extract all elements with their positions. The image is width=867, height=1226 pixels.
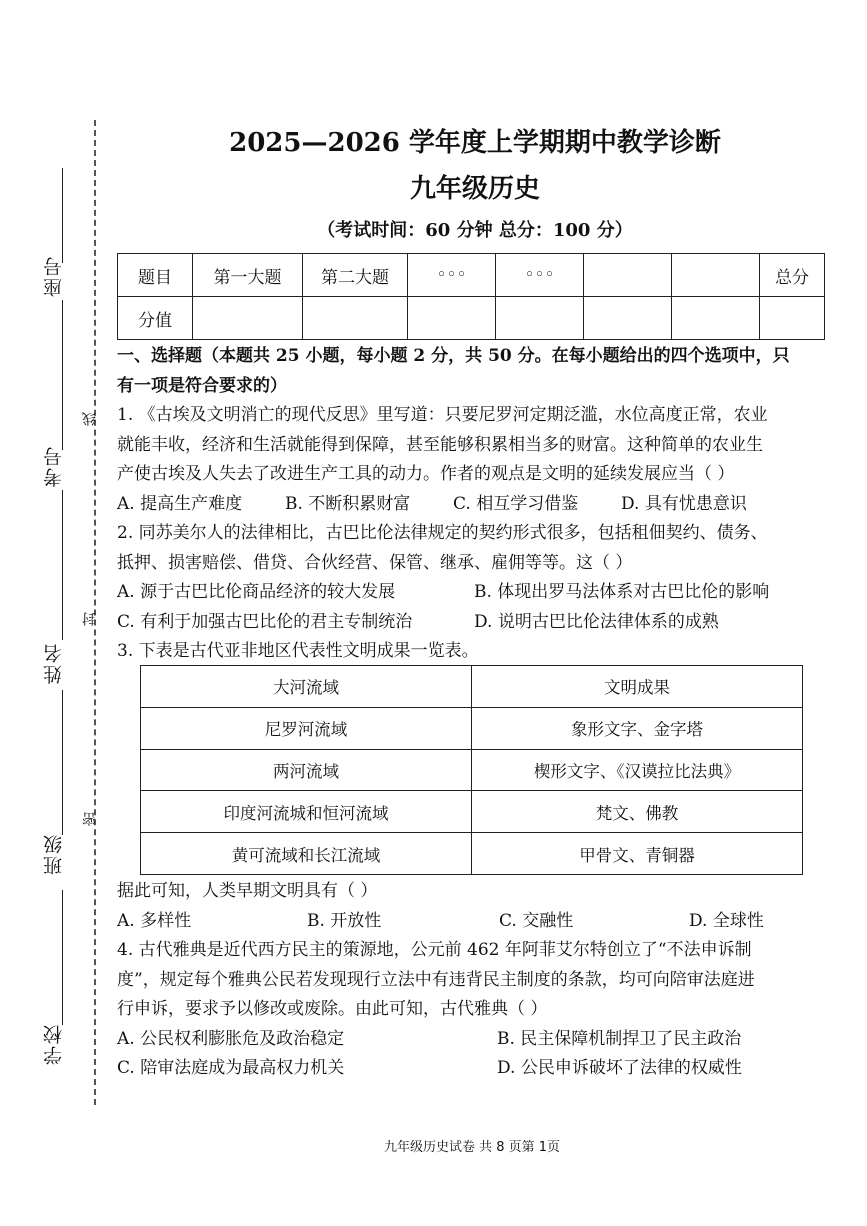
- score-cell: ◦◦◦: [408, 254, 496, 297]
- exam-title: 2025—2026 学年度上学期期中教学诊断: [229, 128, 721, 158]
- civ-table-row: [141, 833, 803, 875]
- seal-xian: 线: [82, 412, 98, 426]
- score-cell[interactable]: [760, 297, 825, 340]
- seal-feng: 封: [82, 612, 98, 626]
- civilization-table: [140, 665, 803, 875]
- score-cell: 第二大题: [303, 254, 408, 297]
- q3-options: [117, 907, 833, 937]
- civ-header-cell: 文明成果: [472, 666, 803, 708]
- q1-options: [117, 490, 833, 520]
- seat-line: [62, 168, 63, 263]
- score-cell[interactable]: [584, 297, 672, 340]
- civ-table-row: [141, 749, 803, 791]
- q2-option-c[interactable]: C. 有利于加强古巴比伦的君主专制统治: [117, 611, 413, 632]
- q1-text: 1. 《古埃及文明消亡的现代反思》里写道：只要尼罗河定期泛滥，水位高度正常，农业: [117, 405, 768, 425]
- score-cell: 分值: [118, 297, 193, 340]
- q1-option-b[interactable]: B. 不断积累财富: [285, 493, 411, 514]
- exam-subject: 九年级历史: [409, 174, 540, 204]
- q4-option-b[interactable]: B. 民主保障机制捍卫了民主政治: [497, 1028, 742, 1049]
- q4-options-row: [117, 1025, 833, 1055]
- score-cell: 题目: [118, 254, 193, 297]
- civ-cell: 象形文字、金字塔: [472, 707, 803, 749]
- school-label: 学校: [43, 1023, 65, 1065]
- q2-options-row: [117, 608, 833, 638]
- exam-info: （考试时间：60 分钟 总分：100 分）: [317, 220, 633, 241]
- seal-mi: 密: [82, 812, 98, 826]
- q4-option-d[interactable]: D. 公民申诉破坏了法律的权威性: [497, 1058, 742, 1078]
- exam-no-label: 考号: [43, 445, 65, 487]
- q4-text: 4. 古代雅典是近代西方民主的策源地，公元前 462 年阿菲艾尔特创立了“不法申诉制: [117, 940, 752, 960]
- civ-table-header: [141, 666, 803, 708]
- q3-option-c[interactable]: C. 交融性: [499, 910, 574, 931]
- q3-stem: 3. 下表是古代亚非地区代表性文明成果一览表。: [117, 641, 479, 661]
- civ-cell: 黄可流域和长江流域: [141, 833, 472, 875]
- score-cell[interactable]: [496, 297, 584, 340]
- score-cell: 第一大题: [193, 254, 303, 297]
- name-line: [62, 490, 63, 640]
- q4-text: 度”，规定每个雅典公民若发现现行立法中有违背民主制度的条款，均可向陪审法庭进: [117, 969, 755, 990]
- exam-no-line: [62, 300, 63, 450]
- score-table: [117, 253, 825, 340]
- seat-label: 座号: [43, 255, 65, 297]
- q4-option-a[interactable]: A. 公民权利膨胀危及政治稳定: [117, 1028, 345, 1049]
- score-cell: 总分: [760, 254, 825, 297]
- civ-cell: 印度河流城和恒河流域: [141, 791, 472, 833]
- score-cell: [672, 254, 760, 297]
- q1-text: 就能丰收，经济和生活就能得到保障，甚至能够积累相当多的财富。这种简单的农业生: [117, 434, 763, 455]
- name-label: 姓名: [43, 642, 65, 684]
- q4-option-c[interactable]: C. 陪审法庭成为最高权力机关: [117, 1058, 345, 1078]
- q2-option-d[interactable]: D. 说明古巴比伦法律体系的成熟: [474, 611, 719, 632]
- q3-question: 据此可知，人类早期文明具有（ ）: [117, 881, 378, 901]
- score-cell[interactable]: [303, 297, 408, 340]
- score-table-row: [118, 254, 825, 297]
- q4-text: 行申诉，要求予以修改或废除。由此可知，古代雅典（ ）: [117, 999, 548, 1019]
- civ-cell: 两河流域: [141, 749, 472, 791]
- civ-table-row: [141, 707, 803, 749]
- page-footer: 九年级历史试卷 共 8 页第 1页: [383, 1140, 561, 1155]
- q3-option-d[interactable]: D. 全球性: [689, 910, 764, 931]
- q1-option-a[interactable]: A. 提高生产难度: [117, 493, 243, 514]
- civ-cell: 尼罗河流域: [141, 707, 472, 749]
- q1-option-d[interactable]: D. 具有忧患意识: [621, 493, 747, 514]
- score-cell: ◦◦◦: [496, 254, 584, 297]
- school-line: [62, 890, 63, 1025]
- class-label: 班级: [43, 833, 65, 875]
- q3-option-a[interactable]: A. 多样性: [117, 910, 192, 931]
- score-cell[interactable]: [193, 297, 303, 340]
- score-table-row: [118, 297, 825, 340]
- civ-cell: 梵文、佛教: [472, 791, 803, 833]
- section-heading: 一、选择题（本题共 25 小题，每小题 2 分，共 50 分。在每小题给出的四个选项中，只: [117, 346, 790, 366]
- score-cell[interactable]: [672, 297, 760, 340]
- q2-option-b[interactable]: B. 体现出罗马法体系对古巴比伦的影响: [474, 582, 770, 602]
- class-line: [62, 690, 63, 835]
- q2-text: 2. 同苏美尔人的法律相比，古巴比伦法律规定的契约形式很多，包括租佃契约、债务、: [117, 523, 768, 543]
- civ-header-cell: 大河流域: [141, 666, 472, 708]
- score-cell[interactable]: [408, 297, 496, 340]
- q2-option-a[interactable]: A. 源于古巴比伦商品经济的较大发展: [117, 582, 396, 602]
- questions-block-1: [117, 342, 833, 667]
- q2-options-row: [117, 578, 833, 608]
- q2-text: 抵押、损害赔偿、借贷、合伙经营、保管、继承、雇佣等等。这（ ）: [117, 552, 633, 573]
- civ-cell: 楔形文字、《汉谟拉比法典》: [472, 749, 803, 791]
- q4-options-row: [117, 1054, 833, 1084]
- q3-option-b[interactable]: B. 开放性: [307, 910, 382, 931]
- q1-text: 产使古埃及人失去了改进生产工具的动力。作者的观点是文明的延续发展应当（ ）: [117, 464, 735, 484]
- civ-cell: 甲骨文、青铜器: [472, 833, 803, 875]
- questions-block-2: [117, 877, 833, 1084]
- civ-table-row: [141, 791, 803, 833]
- score-cell: [584, 254, 672, 297]
- section-heading: 有一项是符合要求的）: [117, 375, 287, 396]
- q1-option-c[interactable]: C. 相互学习借鉴: [453, 493, 579, 514]
